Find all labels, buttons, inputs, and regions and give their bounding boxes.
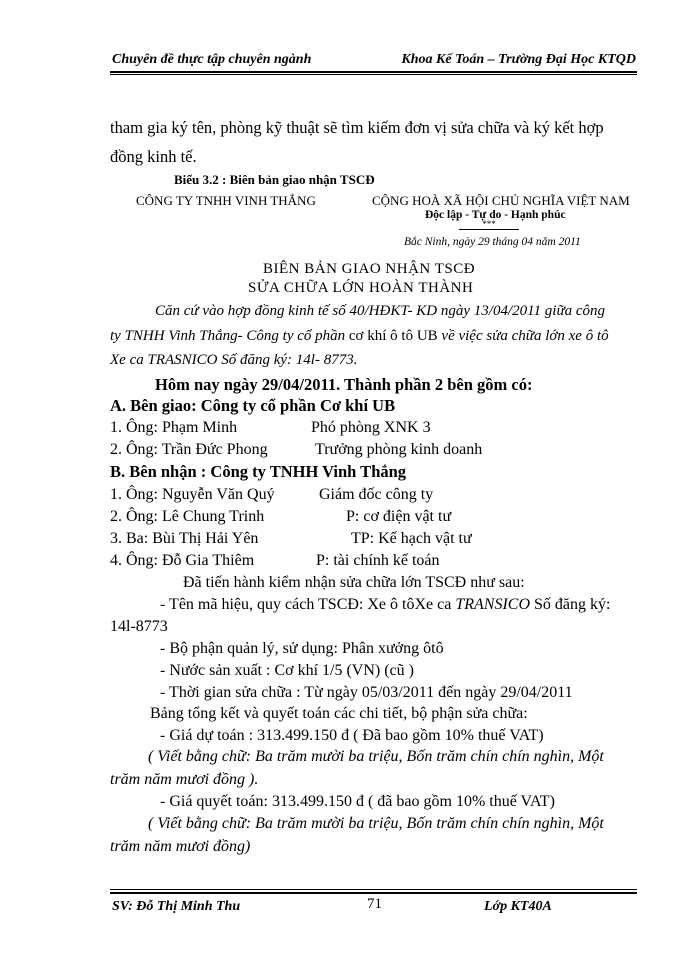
body-line-6: - Thời gian sửa chữa : Từ ngày 05/03/2011 đến ngày 29/04/2011 [160,684,573,701]
body-line-7: Bảng tổng kết và quyết toán các chi tiết, bộ phận sửa chữa: [150,705,528,722]
party-b-member-4-name: 4. Ông: Đỗ Gia Thiêm [110,552,255,569]
body-line-2-c: Số đăng ký: [530,596,611,613]
party-a-heading: A. Bên giao: Công ty cổ phần Cơ khí UB [110,396,396,415]
party-a-member-1-role: Phó phòng XNK 3 [311,419,431,436]
party-b-member-3-role: TP: Kế hạch vật tư [351,530,472,547]
intro-line-1: tham gia ký tên, phòng kỹ thuật sẽ tìm kiếm đơn vị sửa chữa và ký kết hợp [110,118,604,137]
party-b-member-3-name: 3. Ba: Bùi Thị Hải Yên [110,530,259,547]
body-line-4: - Bộ phận quản lý, sử dụng: Phân xưởng ôtô [160,640,444,657]
footer-page-number: 71 [367,896,382,912]
footer-rule-thin [110,889,637,890]
body-line-2 [160,596,610,614]
footer-rule [110,892,637,894]
party-b-member-1-name: 1. Ông: Nguyễn Văn Quý [110,486,275,503]
company-name: CÔNG TY TNHH VINH THẮNG [136,193,316,208]
header-rule-thin [110,74,637,75]
body-line-5: - Nước sản xuất : Cơ khí 1/5 (VN) (cũ ) [160,662,414,679]
today-line: Hôm nay ngày 29/04/2011. Thành phần 2 bên gồm có: [155,375,533,394]
body-line-3: 14l-8773 [110,618,168,635]
body-line-13: trăm năm mươi đồng) [110,838,251,855]
basis-line-2-a: ty TNHH Vinh Thắng- Công ty cổ phần [110,328,349,344]
basis-line-1: Căn cứ vào hợp đồng kinh tế số 40/HĐKT- KD ngày 13/04/2011 giữa công [155,303,606,319]
footer-class: Lớp KT40A [484,899,552,914]
body-line-2-b: TRANSICO [455,596,530,613]
header-left: Chuyên đề thực tập chuyên ngành [112,52,312,67]
doc-title-line-1: BIÊN BẢN GIAO NHẬN TSCĐ [263,261,476,277]
body-line-1: Đã tiến hành kiểm nhận sửa chữa lớn TSCĐ như sau: [183,574,525,591]
basis-line-2-b: cơ khí ô tô UB [348,328,438,344]
body-line-11: - Giá quyết toán: 313.499.150 đ ( đã bao gồm 10% thuế VAT) [160,793,555,810]
party-a-member-2-name: 2. Ông: Trần Đức Phong [110,441,268,458]
footer-student: SV: Đỗ Thị Minh Thu [112,899,241,914]
body-line-10: trăm năm mươi đồng ). [110,771,259,788]
place-date: Bắc Ninh, ngày 29 tháng 04 năm 2011 [404,236,581,248]
party-b-member-2-role: P: cơ điện vật tư [346,508,452,525]
body-line-2-a: - Tên mã hiệu, quy cách TSCĐ: Xe ô tôXe ca [160,596,456,613]
party-b-member-2-name: 2. Ông: Lê Chung Trinh [110,508,265,525]
header-rule [110,71,637,73]
doc-title-line-2: SỬA CHỮA LỚN HOÀN THÀNH [248,280,474,296]
basis-line-3: Xe ca TRASNICO Số đăng ký: 14l- 8773. [110,352,358,368]
nation-title: CỘNG HOÀ XÃ HỘI CHỦ NGHĨA VIỆT NAM [372,193,630,208]
party-a-member-1-name: 1. Ông: Phạm Minh [110,419,238,436]
basis-line-2-c: về việc sửa chữa lớn xe ô tô [437,328,609,344]
figure-label: Biểu 3.2 : Biên bản giao nhận TSCĐ [174,172,375,187]
intro-line-2: đồng kinh tế. [110,147,197,166]
party-a-member-2-role: Trưởng phòng kinh doanh [315,441,483,458]
body-line-12: ( Viết bằng chữ: Ba trăm mười ba triệu, Bốn trăm chín chín nghìn, Một [148,815,604,832]
party-b-member-1-role: Giám đốc công ty [319,486,434,503]
header-right: Khoa Kế Toán – Trường Đại Học KTQD [401,52,636,67]
party-b-member-4-role: P: tài chính kế toán [316,552,440,569]
nation-motto: Độc lập - Tự do - Hạnh phúc [425,209,566,221]
body-line-9: ( Viết bằng chữ: Ba trăm mười ba triệu, Bốn trăm chín chín nghìn, Một [148,748,604,765]
basis-line-2 [110,328,609,345]
stars-divider: *** [459,220,519,230]
body-line-8: - Giá dự toán : 313.499.150 đ ( Đã bao gồm 10% thuế VAT) [160,727,544,744]
party-b-heading: B. Bên nhận : Công ty TNHH Vinh Thắng [110,462,407,481]
